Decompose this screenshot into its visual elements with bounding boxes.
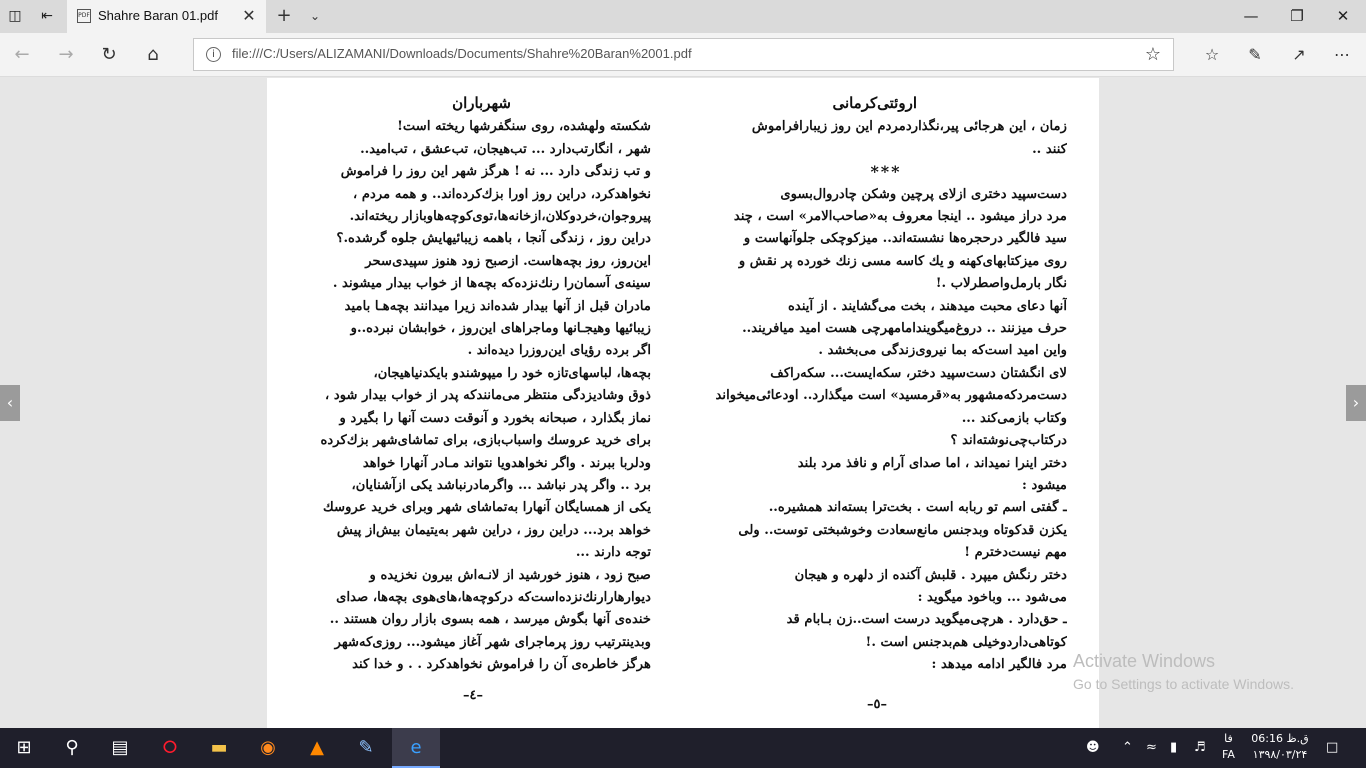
text-line: درکتاب‌چی‌نوشته‌اند ؟ — [950, 433, 1067, 449]
pen-icon[interactable]: ✎ — [1248, 45, 1262, 64]
clock[interactable] — [1248, 731, 1312, 763]
text-line: یکی از همسایگان آنهارا به‌تماشای شهر وبرای خرید عروسك — [322, 500, 651, 516]
text-line: کوتاهی‌داردوخیلی هم‌بدجنس است .! — [865, 634, 1067, 650]
url-text: file:///C:/Users/ALIZAMANI/Downloads/Documents/Shahre%20Baran%2001.pdf — [232, 46, 692, 61]
share-icon[interactable]: ↗ — [1292, 45, 1306, 64]
refresh-icon[interactable]: ↻ — [101, 44, 117, 65]
text-line: دختر رنگش میپرد . قلبش آکنده از دلهره و هیجان — [794, 567, 1067, 583]
firefox-icon[interactable]: ◉ — [260, 737, 276, 758]
new-tab-icon[interactable]: + — [276, 5, 292, 26]
text-line: دست‌مردکه‌مشهور به‌«قرمسید» است میگذارد.. اودعائی‌میخواند — [715, 388, 1067, 404]
tab-active[interactable] — [67, 0, 266, 33]
text-line: سینه‌ی آسمان‌را رنك‌نزده‌که بچه‌ها از خواب بیدار میشوند . — [332, 276, 651, 292]
text-line: نماز بگذارد ، صبحانه بخورد و آنوقت دست آنها را بگیرد و — [339, 410, 651, 426]
forward-icon[interactable]: → — [58, 44, 74, 65]
text-line: مرد فالگیر ادامه میدهد : — [931, 657, 1067, 673]
clock-date: ۱۳۹۸/۰۳/۲۴ — [1252, 748, 1308, 761]
pdf-viewer — [0, 78, 1366, 728]
back-icon[interactable]: ← — [14, 44, 30, 65]
tab-actions-icon[interactable]: ◫ — [8, 8, 22, 24]
text-line: نخواهدکرد، دراین روز اورا بزك‌کرده‌اند.. و همه مردم ، — [353, 186, 651, 202]
text-line: نگار بارمل‌واصطرلاب .! — [935, 276, 1067, 292]
text-line: هرگز خاطره‌ی آن را فراموش نخواهدکرد . . و خدا کند — [352, 657, 651, 673]
text-line: ذوق وشادیزدگی منتظر می‌مانندکه پدر از خواب بیدار شود ، — [325, 388, 651, 404]
next-page-arrow-icon[interactable]: › — [1346, 385, 1366, 421]
volume-icon[interactable]: ♬ — [1194, 740, 1206, 755]
text-line: دراین روز ، زندگی آنجا ، باهمه زیبائیهایش جلوه گرشده.؟ — [336, 231, 651, 247]
favorite-star-icon[interactable]: ☆ — [1144, 44, 1161, 65]
paint-icon[interactable]: ✎ — [358, 737, 374, 758]
navigation-bar — [0, 33, 1366, 77]
home-icon[interactable]: ⌂ — [147, 44, 159, 65]
text-line: پیروجوان،خردوکلان،ازخانه‌ها،توی‌کوچه‌هاوبازار ریخته‌اند. — [349, 209, 651, 225]
text-line: لای انگشتان دست‌سپید دختر، سکه‌ایست... سکه‌راکف — [770, 365, 1067, 381]
text-line: این‌روز، روز بچه‌هاست. ازصبح زود هنوز سپیدی‌سحر — [365, 253, 651, 269]
opera-icon[interactable]: ⭘ — [162, 737, 178, 758]
chevron-up-icon[interactable]: ⌃ — [1122, 740, 1133, 755]
text-line: ودلربا ببرند . واگر نخواهدویا نتواند مـادر آنهارا خواهد — [362, 455, 651, 471]
text-line: وکتاب بازمی‌کند ... — [961, 410, 1067, 426]
right-page-lines — [705, 184, 1067, 677]
text-line: سید فالگیر درحجره‌ها نشسته‌اند.. میزکوچکی جلوآنهاست و — [743, 231, 1067, 247]
text-line: می‌شود ... وباخود میگوید : — [917, 589, 1067, 605]
left-page-number: –٤– — [463, 688, 483, 703]
taskbar — [0, 728, 1366, 768]
vlc-icon[interactable]: ▲ — [310, 737, 324, 758]
text-line: مهم نیست‌دخترم ! — [964, 545, 1067, 561]
restore-icon[interactable]: ❐ — [1290, 7, 1304, 25]
previous-page-arrow-icon[interactable]: ‹ — [0, 385, 20, 421]
text-line: مادران قبل از آنها بیدار شده‌اند زیرا میدانند بچه‌هـا بامید — [344, 298, 651, 314]
text-line: ـ حق‌دارد . هرچی‌میگوید درست است..زن بـابام قد — [786, 612, 1067, 628]
pdf-file-icon: PDF — [77, 9, 91, 23]
watermark-title: Activate Windows — [1073, 651, 1216, 671]
text-line: دختر اینرا نمیداند ، اما صدای آرام و نافذ مرد بلند — [797, 455, 1067, 471]
text-line: شهر ، انگارتب‌دارد ... تب‌هیجان، تب‌عشق ، تب‌امید.. — [360, 141, 651, 157]
text-line: کنند .. — [1032, 141, 1067, 157]
language-fa: فا — [1224, 732, 1233, 745]
text-line: خواهد برد... دراین روز ، دراین شهر به‌یتیمان بیش‌از پیش — [336, 522, 651, 538]
favorites-icon[interactable]: ☆ — [1204, 45, 1220, 64]
text-line: برای خرید عروسك واسباب‌بازی، برای تماشای‌شهر بزك‌کرده — [320, 433, 651, 449]
watermark-subtitle: Go to Settings to activate Windows. — [1073, 676, 1294, 692]
task-view-icon[interactable]: ▤ — [111, 737, 129, 758]
section-separator: *** — [870, 162, 902, 182]
text-line: واین امید است‌که بما نیروی‌زندگی می‌بخشد . — [818, 343, 1067, 359]
windows-start-icon[interactable]: ⊞ — [16, 737, 32, 758]
right-page-heading: اروئتی‌کرمانی — [832, 94, 917, 112]
people-icon[interactable]: ☻ — [1086, 740, 1100, 755]
text-line: روی میزکتابهای‌کهنه و یك کاسه مسی زنك خورده پر نقش و — [738, 253, 1067, 269]
right-page-lines-top — [705, 116, 1067, 161]
left-page-text — [294, 92, 651, 677]
text-line: اگر برده رؤیای این‌روزرا دیده‌اند . — [467, 343, 651, 359]
text-line: حرف میزنند .. دروغ‌میگویندامامهرچی هست امید میافریند.. — [742, 321, 1067, 337]
battery-icon[interactable]: ▮ — [1170, 740, 1178, 755]
text-line: وبدینترتیب روز پرماجرای شهر آغاز میشود... روزی‌که‌شهر — [334, 634, 651, 650]
text-line: یکزن قدکوتاه وبدجنس مانع‌سعادت وخوشبختی توست.. ولی — [738, 522, 1067, 538]
chevron-down-icon[interactable]: ⌄ — [309, 9, 321, 23]
set-tabs-aside-icon[interactable]: ⇤ — [41, 8, 53, 24]
text-line: خنده‌ی آنها بگوش میرسد ، همه بسوی بازار روان هستند .. — [329, 612, 651, 628]
text-line: مرد دراز میشود .. اینجا معروف به‌«صاحب‌الامر» است ، چند — [733, 209, 1067, 225]
right-page-text — [705, 92, 1067, 677]
text-line: دست‌سپید دختری ازلای پرچین وشکن چادروال‌بسوی — [780, 186, 1067, 202]
info-icon[interactable]: i — [206, 47, 221, 62]
text-line: صبح زود ، هنوز خورشید از لانـه‌اش بیرون نخزیده و — [369, 567, 651, 583]
more-icon[interactable]: ⋯ — [1334, 45, 1350, 64]
text-line: میشود : — [1022, 477, 1067, 493]
right-page-number: –٥– — [867, 697, 887, 712]
edge-icon[interactable]: e — [392, 728, 440, 768]
clock-time: 06:16 ق.ظ — [1251, 732, 1309, 745]
address-bar[interactable] — [193, 38, 1174, 71]
pdf-page-spread — [267, 78, 1099, 728]
text-line: شکسته ولهشده، روی سنگفرشها ریخته است! — [397, 119, 651, 135]
text-line: دیوارهارارنك‌نزده‌است‌که درکوچه‌ها،های‌هوی بچه‌ها، صدای — [336, 589, 651, 605]
text-line: آنها دعای محبت میدهند ، بخت می‌گشایند . از آینده — [787, 298, 1067, 314]
text-line: و تب زندگی دارد ... نه ! هرگز شهر این روز را فراموش — [340, 164, 651, 180]
close-icon[interactable]: ✕ — [242, 6, 256, 25]
window-close-icon[interactable]: ✕ — [1336, 7, 1350, 25]
minimize-icon[interactable]: — — [1243, 7, 1259, 25]
text-line: زیبائیها وهیجـانها وماجراهای این‌روز ، خوابشان نبرده..و — [350, 321, 651, 337]
tab-title: Shahre Baran 01.pdf — [98, 8, 218, 23]
language-code: FA — [1222, 748, 1235, 761]
file-explorer-icon[interactable]: ▬ — [210, 737, 228, 758]
search-icon[interactable]: ⚲ — [65, 737, 79, 758]
text-line: زمان ، این هرجائی پیر،نگذاردمردم این روز زیبارافراموش — [751, 119, 1067, 135]
left-page-lines — [294, 116, 651, 676]
notifications-icon[interactable]: □ — [1326, 740, 1339, 755]
text-line: برد .. واگر پدر نباشد ... واگرمادرنباشد یکی ازآشنایان، — [351, 477, 651, 493]
text-line: توجه دارند ... — [575, 545, 651, 561]
activation-watermark — [1073, 651, 1294, 692]
language-indicator[interactable] — [1222, 731, 1235, 763]
left-page-heading: شهرباران — [452, 94, 511, 112]
title-bar — [0, 0, 1366, 33]
text-line: بچه‌ها، لباسهای‌تازه خود را میپوشندو بایکدنیاهیجان، — [373, 365, 651, 381]
text-line: ـ گفتی اسم تو ربابه است . بخت‌ترا بسته‌اند همشیره.. — [768, 500, 1067, 516]
network-icon[interactable]: ≈ — [1146, 740, 1157, 755]
